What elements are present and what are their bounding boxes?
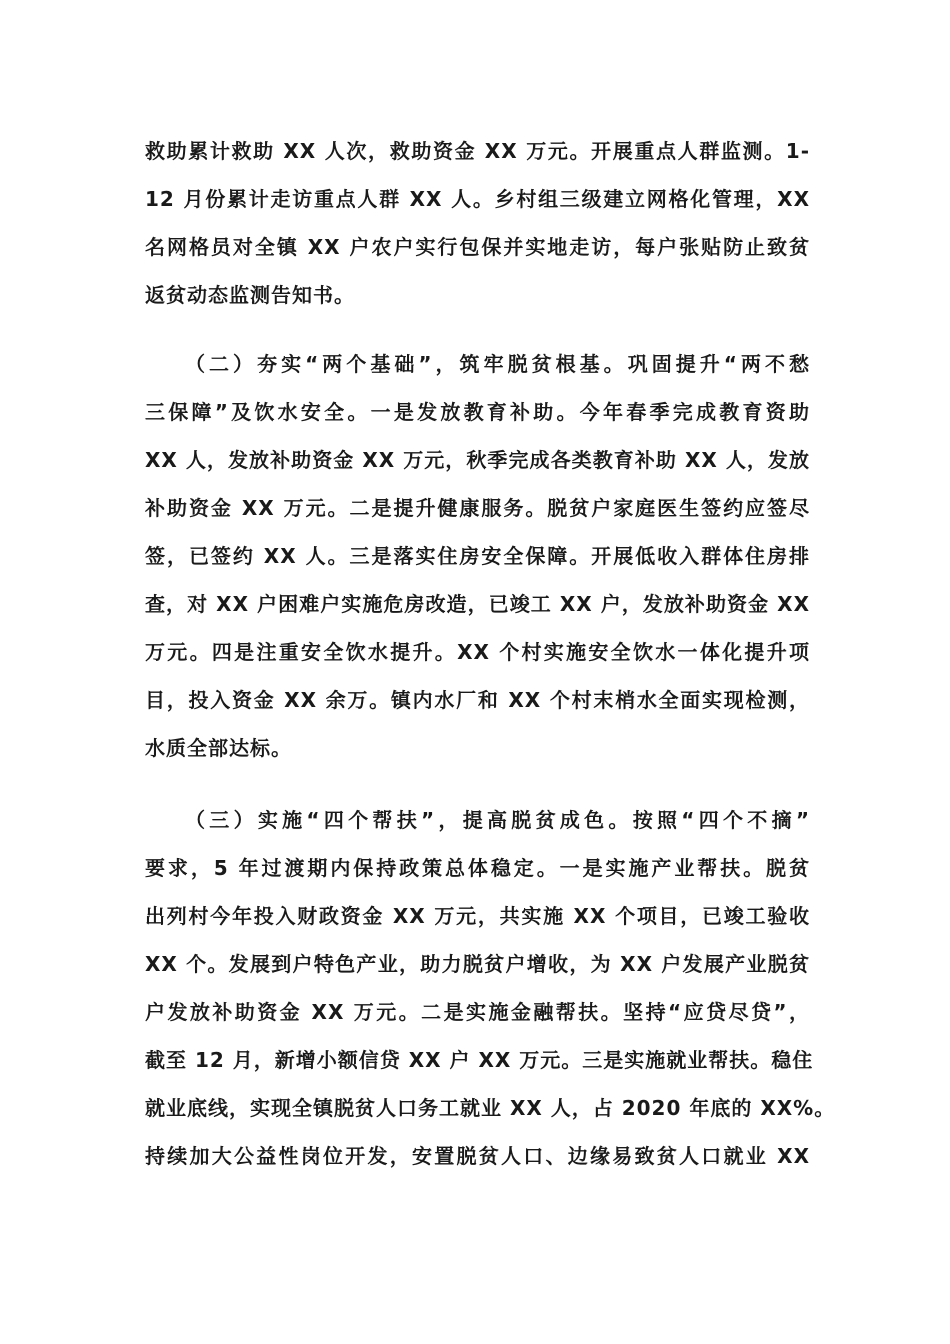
text-line: （三）实施“四个帮扶”，提高脱贫成色。按照“四个不摘” bbox=[185, 808, 810, 832]
text-line: 万元。四是注重安全饮水提升。XX 个村实施安全饮水一体化提升项 bbox=[145, 640, 810, 664]
text-line: XX 人，发放补助资金 XX 万元，秋季完成各类教育补助 XX 人，发放 bbox=[145, 448, 810, 472]
text-line: 持续加大公益性岗位开发，安置脱贫人口、边缘易致贫人口就业 XX bbox=[145, 1144, 810, 1168]
paragraph-four-assistance bbox=[145, 796, 836, 1180]
paragraph-two-foundations bbox=[145, 340, 810, 772]
text-line: 户发放补助资金 XX 万元。二是实施金融帮扶。坚持“应贷尽贷”， bbox=[145, 1000, 810, 1024]
text-line: 返贫动态监测告知书。 bbox=[145, 283, 355, 307]
text-line: 水质全部达标。 bbox=[145, 736, 292, 760]
text-line: 三保障”及饮水安全。一是发放教育补助。今年春季完成教育资助 bbox=[145, 400, 810, 424]
text-line: 名网格员对全镇 XX 户农户实行包保并实地走访，每户张贴防止致贫 bbox=[145, 235, 810, 259]
paragraph-relief-monitoring bbox=[145, 127, 810, 319]
text-line: XX 个。发展到户特色产业，助力脱贫户增收，为 XX 户发展产业脱贫 bbox=[145, 952, 810, 976]
text-line: 目，投入资金 XX 余万。镇内水厂和 XX 个村末梢水全面实现检测， bbox=[145, 688, 810, 712]
text-line: 要求，5 年过渡期内保持政策总体稳定。一是实施产业帮扶。脱贫 bbox=[145, 856, 810, 880]
text-line: 签，已签约 XX 人。三是落实住房安全保障。开展低收入群体住房排 bbox=[145, 544, 810, 568]
text-line: 出列村今年投入财政资金 XX 万元，共实施 XX 个项目，已竣工验收 bbox=[145, 904, 810, 928]
text-line: 截至 12 月，新增小额信贷 XX 户 XX 万元。三是实施就业帮扶。稳住 bbox=[145, 1048, 814, 1072]
text-line: 查，对 XX 户困难户实施危房改造，已竣工 XX 户，发放补助资金 XX bbox=[145, 592, 810, 616]
text-line: 救助累计救助 XX 人次，救助资金 XX 万元。开展重点人群监测。1- bbox=[145, 139, 810, 163]
text-line: 就业底线，实现全镇脱贫人口务工就业 XX 人，占 2020 年底的 XX%。 bbox=[145, 1096, 836, 1120]
text-line: 补助资金 XX 万元。二是提升健康服务。脱贫户家庭医生签约应签尽 bbox=[145, 496, 810, 520]
text-line: 12 月份累计走访重点人群 XX 人。乡村组三级建立网格化管理，XX bbox=[145, 187, 810, 211]
text-line: （二）夯实“两个基础”，筑牢脱贫根基。巩固提升“两不愁 bbox=[185, 352, 810, 376]
